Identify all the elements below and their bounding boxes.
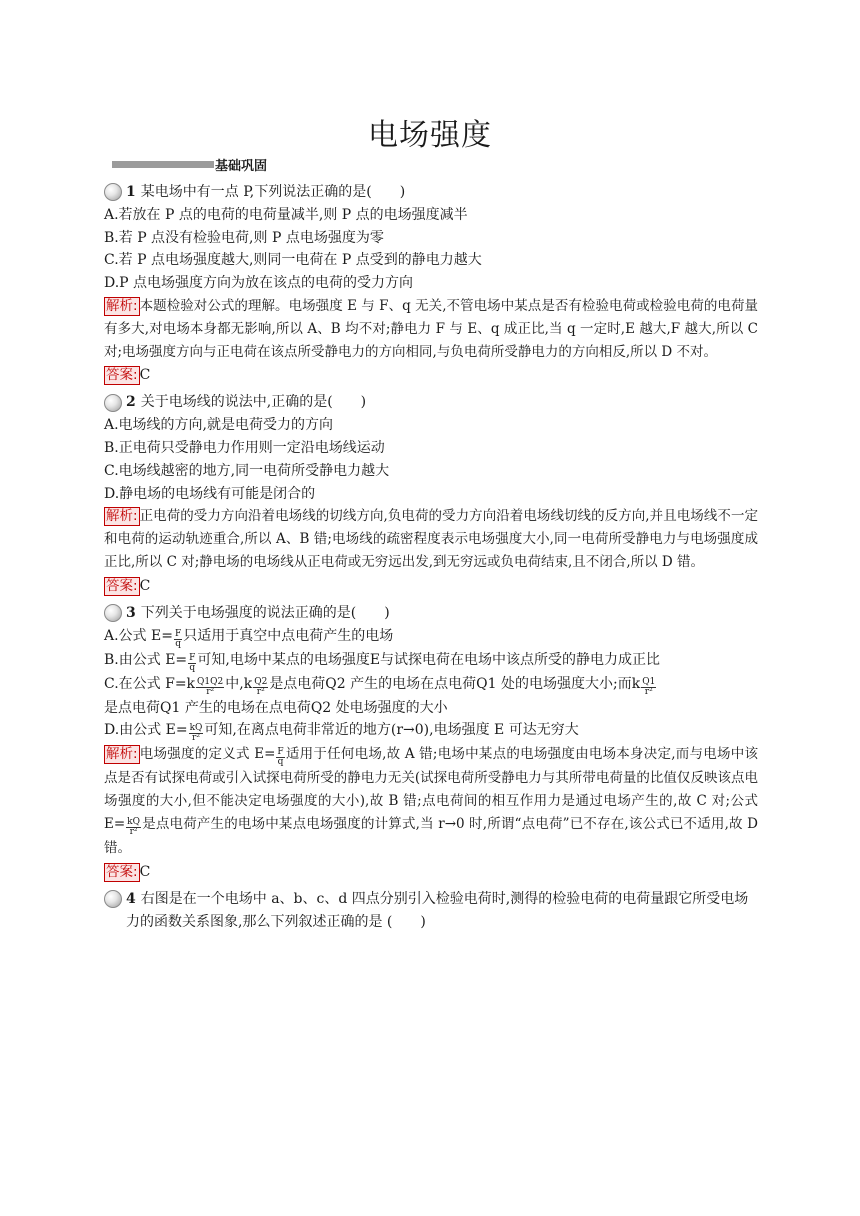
- option-d: [104, 719, 758, 743]
- numerator: kQ: [127, 816, 141, 827]
- option-d: D.静电场的电场线有可能是闭合的: [104, 485, 316, 502]
- numerator: Q2: [254, 676, 268, 687]
- option-a-prefix: A.公式 E=: [104, 627, 173, 644]
- denominator: r²: [129, 826, 138, 837]
- question-1-stem: [104, 181, 758, 204]
- explanation-text: 电场强度的定义式 E=: [139, 746, 276, 763]
- explanation: [104, 743, 758, 859]
- option-c: C.电场线越密的地方,同一电荷所受静电力越大: [104, 462, 390, 479]
- fraction-f-over-q: [276, 748, 284, 767]
- fraction-kq-over-r2: [126, 818, 141, 837]
- fraction-kq-over-r2: [189, 724, 204, 743]
- question-text: 下列关于电场强度的说法正确的是( ): [140, 604, 390, 621]
- numerator: F: [277, 747, 284, 758]
- fraction-q1q2-over-r2: [196, 678, 224, 697]
- fraction-f-over-q: [174, 630, 182, 649]
- question-text: 某电场中有一点 P,下列说法正确的是( ): [140, 184, 406, 200]
- denominator: r²: [206, 686, 215, 697]
- explanation-text: 适用于任何电场,故 A 错;电场中某点的电场强度由电场本身决定,而与电场中该点是否有试探电荷或引入试探电荷所受的静电力无关(试探电荷所受静电力与其所带电荷量的比值仅反映该点电场强度的大小,但不能决定电场强度的大小),故 B 错;点电荷间的相互作用力是通过电场产生的,故 C 对;公式 E=: [104, 746, 758, 832]
- option-c-mid: 中,k: [225, 675, 253, 692]
- page-title: 电场强度: [368, 118, 492, 153]
- explanation-tag: 解析:: [106, 746, 138, 763]
- denominator: r²: [256, 686, 265, 697]
- answer-tag: 答案:: [106, 577, 138, 594]
- option-a: A.电场线的方向,就是电荷受力的方向: [104, 417, 334, 434]
- question-4-stem: [104, 888, 758, 934]
- explanation-tag: 解析:: [106, 508, 138, 525]
- option-a: A.若放在 P 点的电荷的电荷量减半,则 P 点的电场强度减半: [104, 206, 468, 223]
- explanation: [104, 295, 758, 363]
- question-text: 右图是在一个电场中 a、b、c、d 四点分别引入检验电荷时,测得的检验电荷的电荷量跟它所受电场力的函数关系图象,那么下列叙述正确的是 ( ): [126, 890, 749, 930]
- option-a-text: 只适用于真空中点电荷产生的电场: [183, 627, 394, 644]
- explanation-text: 是点电荷产生的电场中某点电场强度的计算式,当 r→0 时,所谓“点电荷”已不存在,该公式已不适用,故 D 错。: [104, 815, 758, 856]
- question-list: [104, 180, 758, 933]
- explanation-tag: 解析:: [106, 297, 138, 314]
- option-b-text: 可知,电场中某点的电场强度E与试探电荷在电场中该点所受的静电力成正比: [197, 651, 661, 668]
- option-b: B.正电荷只受静电力作用则一定沿电场线运动: [104, 439, 385, 456]
- option-a: [104, 625, 758, 649]
- question-text-wrap: [126, 888, 758, 934]
- question-bullet-icon: [104, 604, 122, 622]
- fraction-f-over-q: [188, 654, 196, 673]
- option-b: B.若 P 点没有检验电荷,则 P 点电场强度为零: [104, 229, 384, 246]
- question-3-stem: [104, 602, 758, 625]
- section-label: 基础巩固: [215, 158, 268, 174]
- answer-value: C: [139, 577, 151, 594]
- denominator: q: [175, 638, 181, 649]
- numerator: F: [174, 628, 182, 639]
- section-header: [112, 156, 267, 172]
- option-d: D.P 点电场强度方向为放在该点的电荷的受力方向: [104, 275, 414, 292]
- answer-tag: 答案:: [106, 367, 138, 384]
- explanation-text: 本题检验对公式的理解。电场强度 E 与 F、q 无关,不管电场中某点是否有检验电荷或检验电荷的电荷量有多大,对电场本身都无影响,所以 A、B 均不对;静电力 F 与 E、q 成正比,当 q 一定时,E 越大,F 越大,所以 C 对;电场强度方向与正电荷在该点所受静电力的方向相同,与负电荷所受静电力的方向相反,所以 D 不对。: [104, 297, 758, 360]
- question-bullet-icon: [104, 890, 122, 908]
- answer: [104, 574, 758, 598]
- fraction-q2-over-r2: [253, 678, 268, 697]
- explanation: [104, 505, 758, 573]
- denominator: q: [189, 662, 196, 673]
- option-b: [104, 649, 758, 673]
- explanation-text: 正电荷的受力方向沿着电场线的切线方向,负电荷的受力方向沿着电场线切线的反方向,并且电场线不一定和电荷的运动轨迹重合,所以 A、B 错;电场线的疏密程度表示电场强度大小,同一电荷所受静电力与电场强度成正比,所以 C 对;静电场的电场线从正电荷或无穷远出发,到无穷远或负电荷结束,且不闭合,所以 D 错。: [104, 508, 758, 570]
- option-b-prefix: B.由公式 E=: [104, 651, 188, 668]
- denominator: q: [277, 757, 284, 768]
- question-text: 关于电场线的说法中,正确的是( ): [140, 394, 367, 411]
- numerator: Q1Q2: [197, 676, 224, 687]
- question-2-stem: [104, 391, 758, 414]
- answer-value: C: [139, 367, 151, 384]
- option-d-text: 可知,在离点电荷非常近的地方(r→0),电场强度 E 可达无穷大: [204, 722, 579, 739]
- answer: [104, 363, 758, 387]
- numerator: Q1: [642, 676, 656, 687]
- answer: [104, 860, 758, 884]
- section-bar: [112, 161, 214, 168]
- denominator: r²: [644, 686, 653, 697]
- denominator: r²: [192, 733, 200, 744]
- fraction-q1-over-r2: [641, 678, 656, 697]
- option-c-prefix: C.在公式 F=k: [104, 675, 196, 692]
- numerator: kQ: [189, 723, 203, 734]
- option-c: C.若 P 点电场强度越大,则同一电荷在 P 点受到的静电力越大: [104, 252, 482, 269]
- option-d-prefix: D.由公式 E=: [104, 722, 188, 739]
- option-c-text: 是点电荷Q2 产生的电场在点电荷Q1 处的电场强度大小;而k: [269, 675, 641, 692]
- answer-value: C: [139, 863, 151, 880]
- numerator: F: [189, 652, 196, 663]
- question-bullet-icon: [104, 183, 122, 201]
- question-number: 2: [126, 394, 136, 411]
- option-c: [104, 673, 758, 697]
- option-c-continued: 是点电荷Q1 产生的电场在点电荷Q2 处电场强度的大小: [104, 699, 448, 716]
- answer-tag: 答案:: [106, 863, 138, 880]
- question-number: 1: [126, 184, 136, 200]
- question-bullet-icon: [104, 394, 122, 412]
- question-number: 4: [126, 890, 136, 907]
- question-number: 3: [126, 604, 136, 621]
